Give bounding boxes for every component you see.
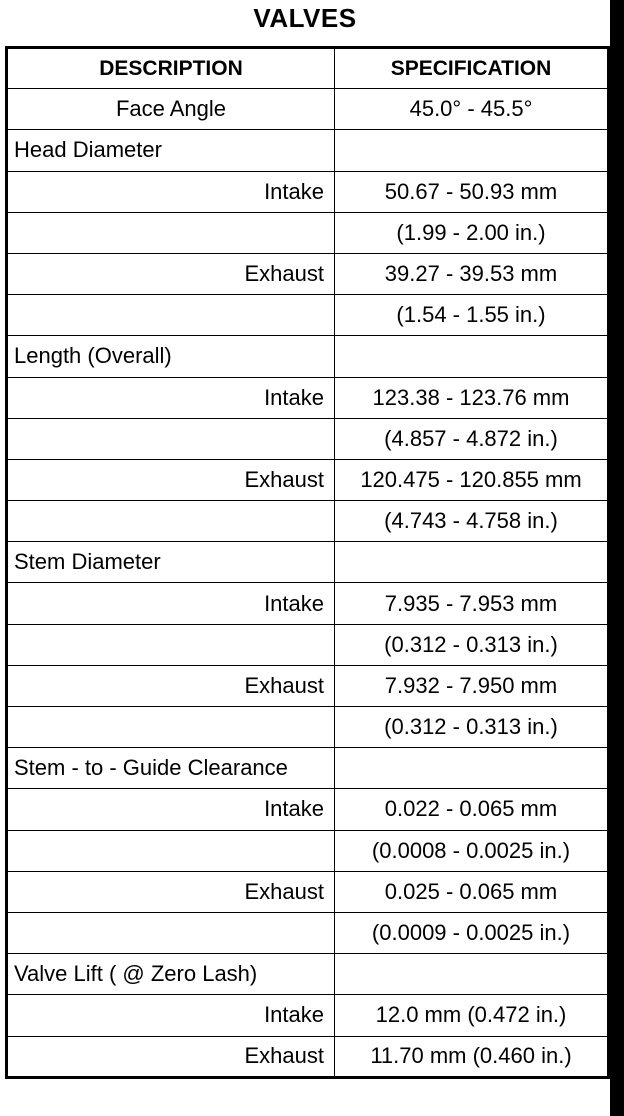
table-row <box>7 377 609 418</box>
specification-cell: (0.0009 - 0.0025 in.) <box>335 912 609 953</box>
table-row <box>7 459 609 500</box>
table-row <box>7 912 609 953</box>
description-cell <box>7 212 335 253</box>
description-cell <box>7 295 335 336</box>
description-cell <box>7 624 335 665</box>
description-cell: Intake <box>7 995 335 1036</box>
specification-cell <box>335 954 609 995</box>
specification-cell: 123.38 - 123.76 mm <box>335 377 609 418</box>
table-row <box>7 542 609 583</box>
table-row <box>7 89 609 130</box>
table-row <box>7 995 609 1036</box>
table-header-row <box>7 48 609 89</box>
table-row <box>7 583 609 624</box>
specification-cell: (0.312 - 0.313 in.) <box>335 624 609 665</box>
description-cell: Intake <box>7 583 335 624</box>
table-row <box>7 830 609 871</box>
specification-cell: 50.67 - 50.93 mm <box>335 171 609 212</box>
specification-cell: 7.935 - 7.953 mm <box>335 583 609 624</box>
description-column-header: DESCRIPTION <box>7 48 335 89</box>
table-row <box>7 171 609 212</box>
description-cell: Intake <box>7 377 335 418</box>
specification-cell: (4.743 - 4.758 in.) <box>335 501 609 542</box>
specification-cell <box>335 542 609 583</box>
specification-cell <box>335 130 609 171</box>
description-cell: Length (Overall) <box>7 336 335 377</box>
description-cell <box>7 912 335 953</box>
page-title: VALVES <box>253 3 357 33</box>
description-cell: Face Angle <box>7 89 335 130</box>
table-row <box>7 253 609 294</box>
table-row <box>7 707 609 748</box>
specification-cell: 0.022 - 0.065 mm <box>335 789 609 830</box>
specification-cell <box>335 748 609 789</box>
table-row <box>7 665 609 706</box>
table-row <box>7 954 609 995</box>
description-cell: Intake <box>7 171 335 212</box>
description-cell: Valve Lift ( @ Zero Lash) <box>7 954 335 995</box>
description-cell: Head Diameter <box>7 130 335 171</box>
specification-cell: (1.99 - 2.00 in.) <box>335 212 609 253</box>
table-row <box>7 1036 609 1077</box>
specification-cell: (0.0008 - 0.0025 in.) <box>335 830 609 871</box>
description-cell: Intake <box>7 789 335 830</box>
specification-cell: 45.0° - 45.5° <box>335 89 609 130</box>
table-row <box>7 418 609 459</box>
description-cell: Exhaust <box>7 253 335 294</box>
specification-cell: (4.857 - 4.872 in.) <box>335 418 609 459</box>
description-cell: Stem Diameter <box>7 542 335 583</box>
description-cell: Stem - to - Guide Clearance <box>7 748 335 789</box>
table-body <box>7 89 609 1078</box>
page-edge-bar <box>610 0 624 1116</box>
table-row <box>7 789 609 830</box>
table-row <box>7 130 609 171</box>
specification-cell: 120.475 - 120.855 mm <box>335 459 609 500</box>
table-row <box>7 295 609 336</box>
table-row <box>7 501 609 542</box>
valves-spec-table <box>5 46 610 1079</box>
description-cell <box>7 830 335 871</box>
description-cell: Exhaust <box>7 1036 335 1077</box>
specification-cell: (1.54 - 1.55 in.) <box>335 295 609 336</box>
specification-cell <box>335 336 609 377</box>
specification-cell: (0.312 - 0.313 in.) <box>335 707 609 748</box>
description-cell <box>7 707 335 748</box>
description-cell: Exhaust <box>7 459 335 500</box>
description-cell: Exhaust <box>7 665 335 706</box>
table-row <box>7 748 609 789</box>
description-cell <box>7 418 335 459</box>
table-row <box>7 336 609 377</box>
specification-column-header: SPECIFICATION <box>335 48 609 89</box>
table-row <box>7 624 609 665</box>
table-row <box>7 212 609 253</box>
specification-cell: 11.70 mm (0.460 in.) <box>335 1036 609 1077</box>
table-row <box>7 871 609 912</box>
specification-cell: 12.0 mm (0.472 in.) <box>335 995 609 1036</box>
description-cell: Exhaust <box>7 871 335 912</box>
specification-cell: 7.932 - 7.950 mm <box>335 665 609 706</box>
specification-cell: 39.27 - 39.53 mm <box>335 253 609 294</box>
specification-cell: 0.025 - 0.065 mm <box>335 871 609 912</box>
description-cell <box>7 501 335 542</box>
